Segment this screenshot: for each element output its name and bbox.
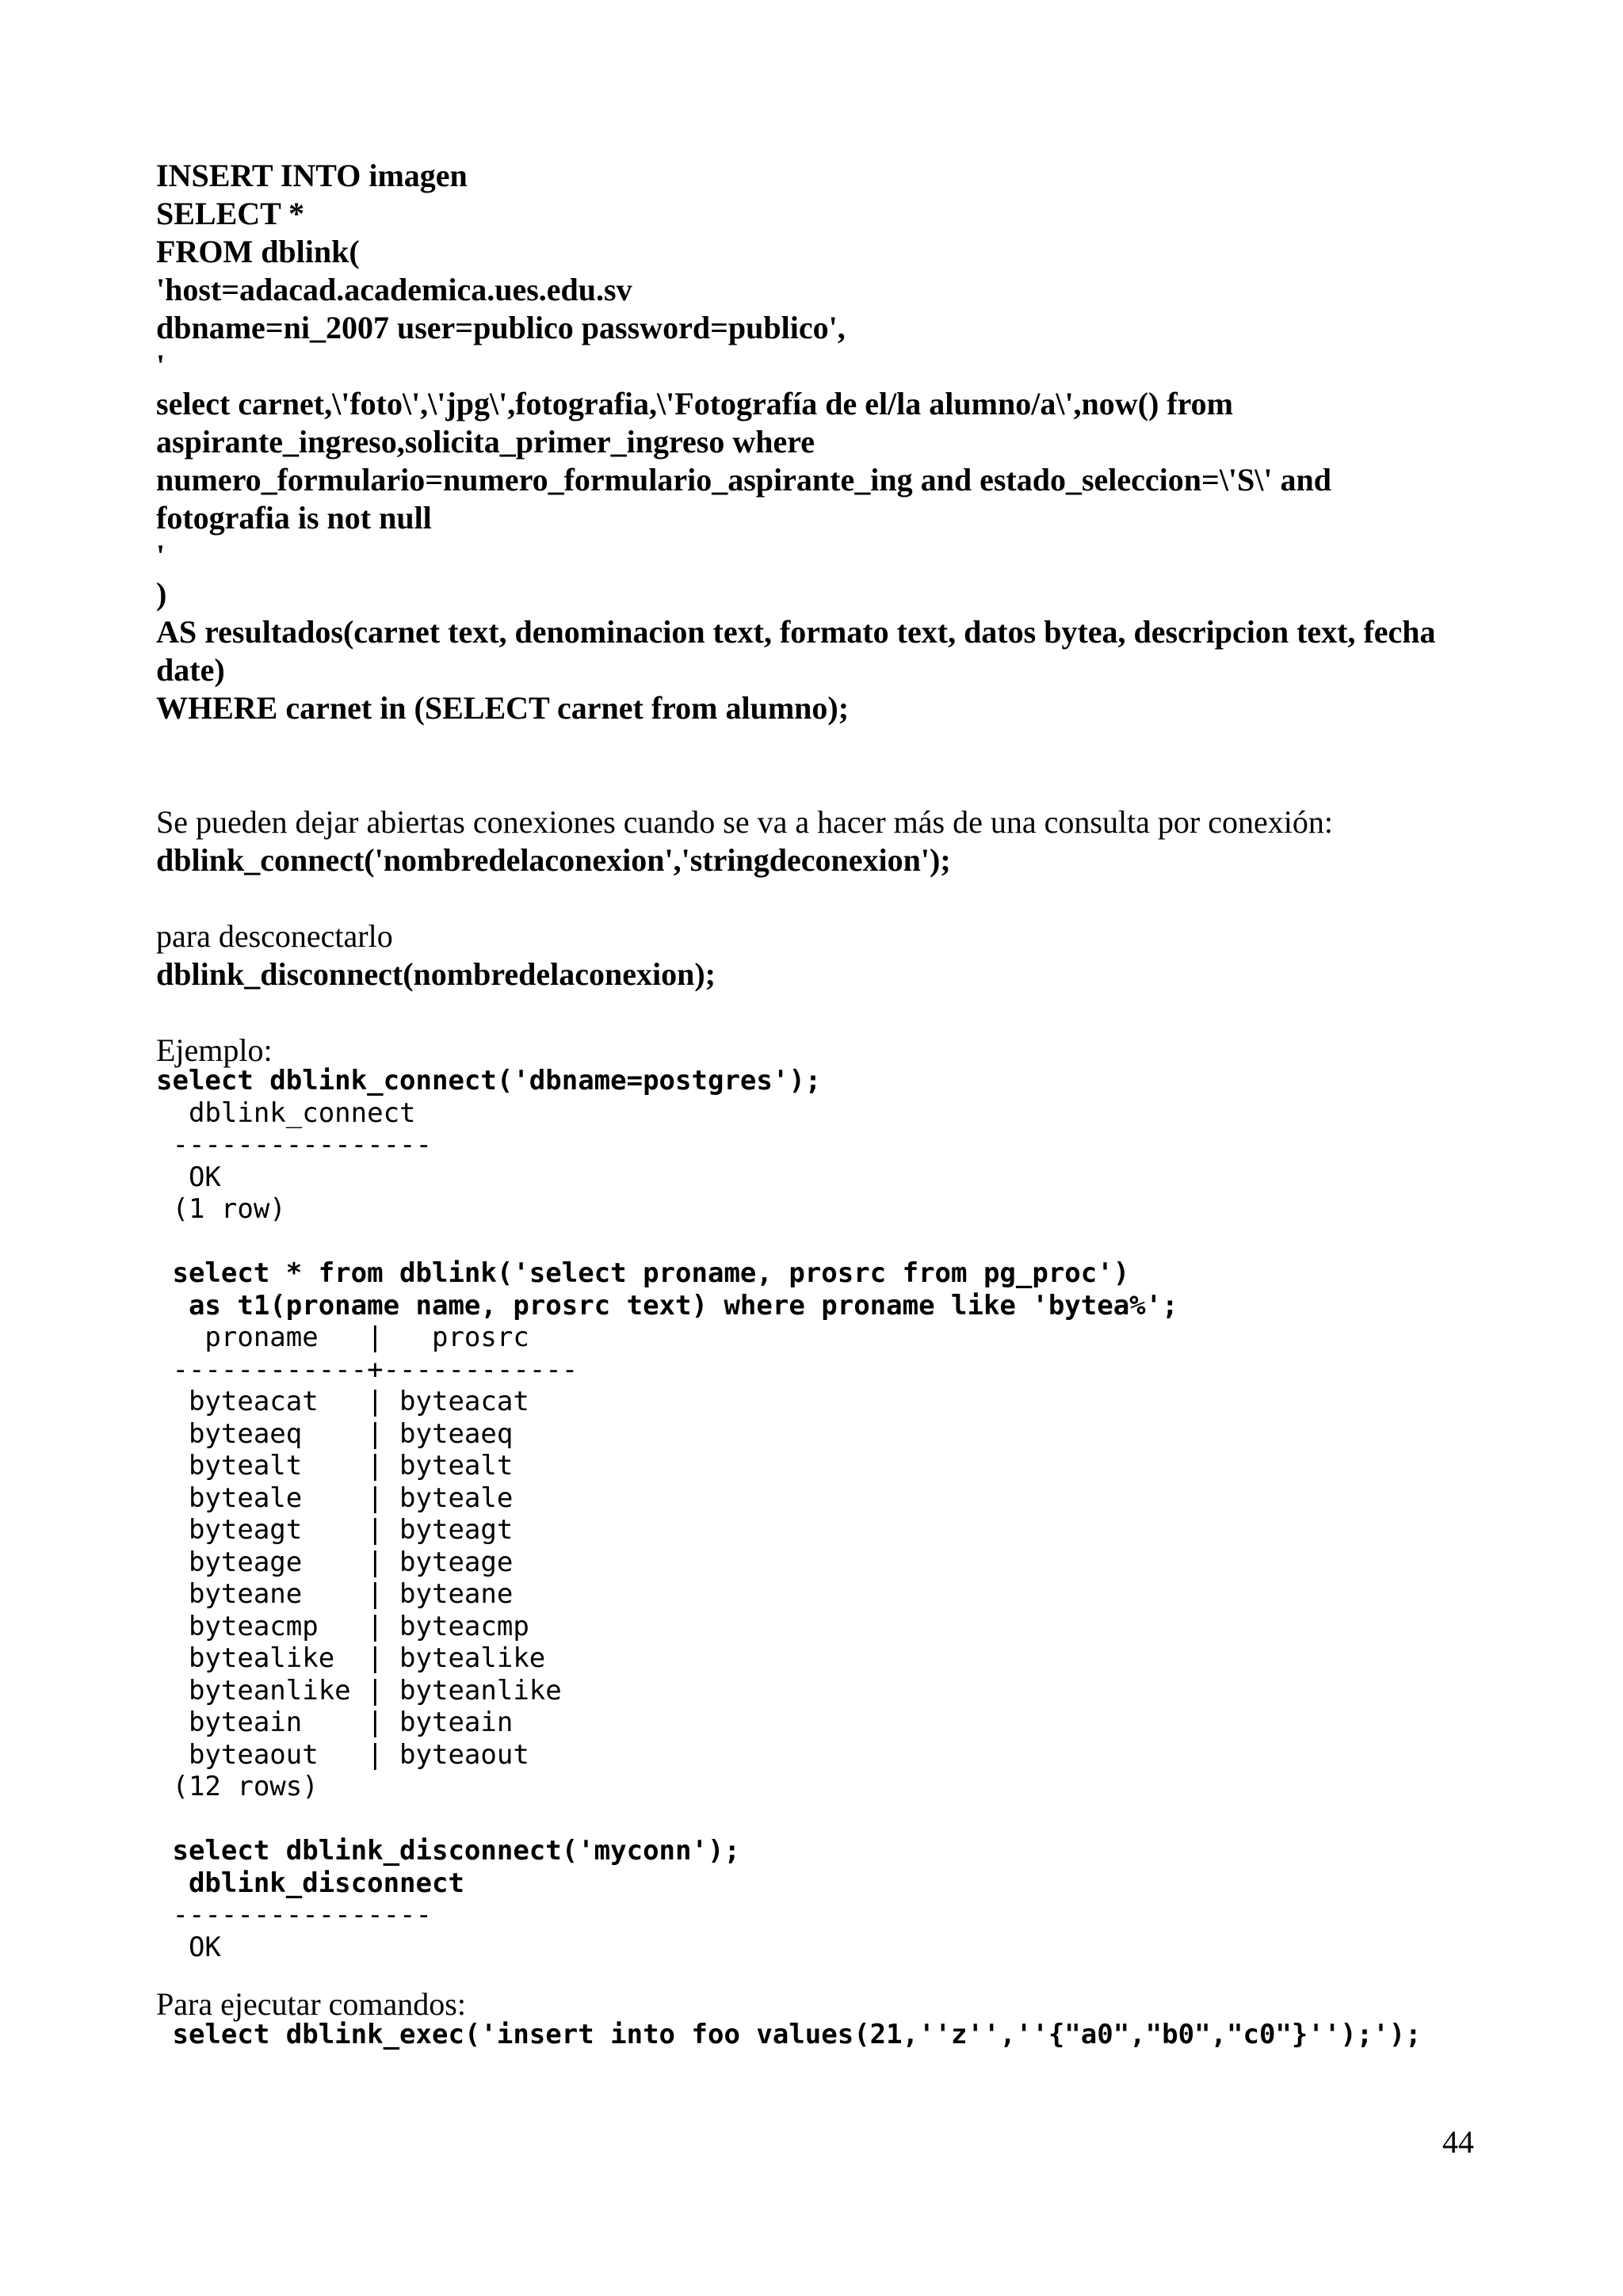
code-output: OK [156, 1931, 221, 1963]
sql-line: ' [156, 348, 166, 383]
result-table-row: byteale | byteale [156, 1482, 514, 1514]
result-table-header: proname | prosrc [156, 1322, 529, 1353]
code-query: select * from dblink('select proname, prosrc from pg_proc') [156, 1257, 1130, 1289]
code-query: select dblink_disconnect('myconn'); [156, 1835, 740, 1867]
result-table-row: byteanlike | byteanlike [156, 1674, 562, 1707]
code-output: dblink_connect [156, 1097, 416, 1129]
sql-insert-block [156, 157, 1472, 727]
result-table-row: bytealt | bytealt [156, 1450, 514, 1482]
example-code-block [156, 1065, 1472, 1963]
code-output: OK [156, 1161, 221, 1193]
sql-where-clause: WHERE carnet in (SELECT carnet from alumno); [156, 690, 850, 726]
result-row-count: (12 rows) [156, 1771, 319, 1802]
connections-section [156, 803, 1472, 1070]
sql-select-query: select carnet,\'foto\',\'jpg\',fotografia,\'Fotografía de el/la alumno/a\',now() from aspirante_ingreso,solicita_primer_ingreso where numero_formulario=numero_formulario_aspirante_ing and estado_seleccion=\'S\' and fotografia is not null [156, 386, 1340, 536]
result-table-row: byteage | byteage [156, 1546, 514, 1578]
result-table-row: byteagt | byteagt [156, 1514, 514, 1546]
result-table-row: byteacat | byteacat [156, 1386, 529, 1417]
sql-line: ' [156, 538, 166, 574]
sql-line: INSERT INTO imagen [156, 158, 468, 193]
sql-as-clause: AS resultados(carnet text, denominacion text, formato text, datos bytea, descripcion text, fecha date) [156, 614, 1444, 688]
result-table-row: byteaeq | byteaeq [156, 1417, 514, 1450]
result-table-row: byteain | byteain [156, 1707, 514, 1738]
result-table-row: byteacmp | byteacmp [156, 1610, 529, 1642]
sql-line: SELECT * [156, 196, 305, 231]
example-label: Ejemplo: [156, 1032, 273, 1068]
code-output: ---------------- [156, 1899, 432, 1931]
result-table-row: bytealike | bytealike [156, 1642, 546, 1674]
exec-command: select dblink_exec('insert into foo values(21,''z'',''{"a0","b0","c0"}'');'); [156, 2019, 1422, 2050]
result-table-row: byteane | byteane [156, 1578, 514, 1610]
result-table-separator: ------------+------------ [156, 1353, 579, 1386]
code-output: (1 row) [156, 1193, 286, 1225]
sql-line: 'host=adacad.academica.ues.edu.sv [156, 272, 632, 307]
code-query: select dblink_connect('dbname=postgres'); [156, 1065, 822, 1097]
code-query: as t1(proname name, prosrc text) where proname like 'bytea%'; [156, 1289, 1178, 1322]
sql-line: FROM dblink( [156, 234, 360, 269]
connect-command: dblink_connect('nombredelaconexion','stringdeconexion'); [156, 842, 951, 878]
sql-line: ) [156, 576, 167, 612]
exec-label: Para ejecutar comandos: [156, 1986, 466, 2022]
page-content [156, 157, 1472, 2051]
exec-section [156, 1985, 1472, 2051]
code-output: ---------------- [156, 1129, 432, 1161]
code-output: dblink_disconnect [156, 1867, 464, 1899]
disconnect-command: dblink_disconnect(nombredelaconexion); [156, 956, 716, 992]
page-number: 44 [1442, 2124, 1474, 2160]
result-table-row: byteaout | byteaout [156, 1738, 529, 1771]
disconnect-intro: para desconectarlo [156, 918, 393, 954]
connections-intro: Se pueden dejar abiertas conexiones cuando se va a hacer más de una consulta por conexión: [156, 804, 1333, 840]
sql-line: dbname=ni_2007 user=publico password=publico', [156, 310, 846, 345]
